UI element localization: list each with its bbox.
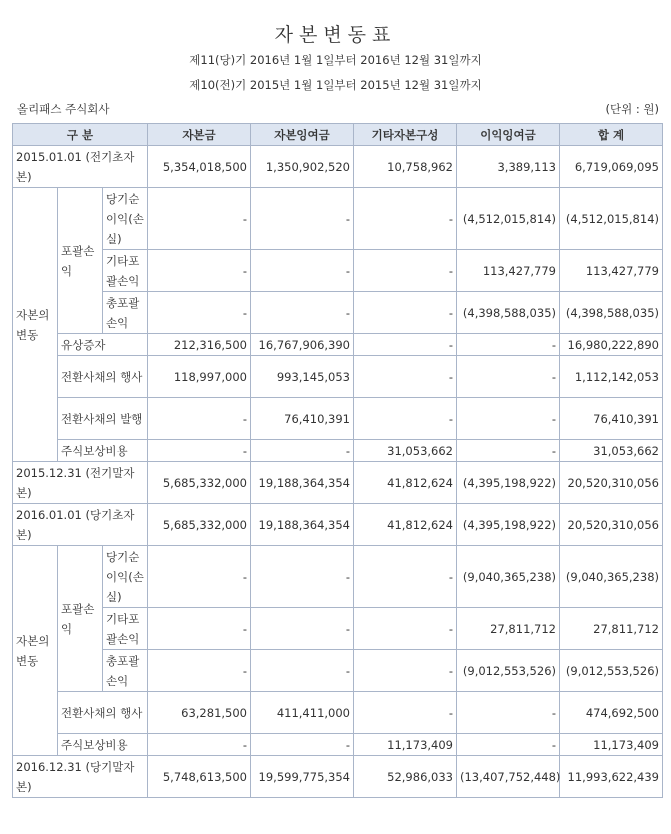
header-retained: 이익잉여금 [457,124,560,146]
cell-surplus: 411,411,000 [251,692,354,734]
cell-retained: (4,395,198,922) [457,462,560,504]
cell-total: 27,811,712 [560,608,663,650]
cell-other: 11,173,409 [354,734,457,756]
comprehensive-category: 포괄손익 [58,546,103,692]
cell-other: - [354,188,457,250]
row-label: 2015.12.31 (전기말자본) [13,462,148,504]
equity-changes-table [12,123,663,798]
cell-capital: 212,316,500 [148,334,251,356]
cell-total: 31,053,662 [560,440,663,462]
cell-capital: - [148,546,251,608]
cell-capital: - [148,440,251,462]
cell-capital: 5,748,613,500 [148,756,251,798]
cell-other: - [354,334,457,356]
cell-surplus: - [251,188,354,250]
cell-capital: - [148,188,251,250]
cell-retained: - [457,440,560,462]
change-category: 자본의 변동 [13,188,58,462]
current-period: 제11(당)기 2016년 1월 1일부터 2016년 12월 31일까지 [189,53,482,67]
cell-retained: - [457,398,560,440]
cell-total: 76,410,391 [560,398,663,440]
table-row [13,546,663,608]
cell-retained: - [457,734,560,756]
cell-retained: 3,389,113 [457,146,560,188]
cell-total: 1,112,142,053 [560,356,663,398]
header-total: 합 계 [560,124,663,146]
row-label: 전환사채의 행사 [58,356,148,398]
row-label: 주식보상비용 [58,734,148,756]
row-label: 2016.12.31 (당기말자본) [13,756,148,798]
cell-surplus: 19,188,364,354 [251,504,354,546]
cell-other: 10,758,962 [354,146,457,188]
cell-total: 113,427,779 [560,250,663,292]
cell-retained: (9,040,365,238) [457,546,560,608]
table-row [13,334,663,356]
cell-surplus: 19,599,775,354 [251,756,354,798]
cell-capital: 118,997,000 [148,356,251,398]
cell-surplus: - [251,440,354,462]
cell-capital: 63,281,500 [148,692,251,734]
header-row [13,124,663,146]
header-surplus: 자본잉여금 [251,124,354,146]
cell-capital: 5,685,332,000 [148,504,251,546]
table-row [13,692,663,734]
cell-total: 11,173,409 [560,734,663,756]
cell-other: - [354,292,457,334]
unit-label: (단위 : 원) [605,102,659,116]
cell-retained: - [457,692,560,734]
cell-capital: - [148,398,251,440]
table-row [13,292,663,334]
cell-retained: (13,407,752,448) [457,756,560,798]
cell-retained: 27,811,712 [457,608,560,650]
cell-surplus: 993,145,053 [251,356,354,398]
cell-other: - [354,250,457,292]
cell-surplus: 76,410,391 [251,398,354,440]
cell-retained: (4,398,588,035) [457,292,560,334]
cell-capital: - [148,734,251,756]
row-label: 당기순이익(손실) [103,188,148,250]
cell-surplus: 19,188,364,354 [251,462,354,504]
cell-surplus: - [251,734,354,756]
cell-total: 11,993,622,439 [560,756,663,798]
cell-other: 31,053,662 [354,440,457,462]
cell-surplus: 1,350,902,520 [251,146,354,188]
cell-other: 41,812,624 [354,504,457,546]
row-label: 총포괄손익 [103,650,148,692]
cell-retained: - [457,356,560,398]
table-row [13,146,663,188]
cell-total: 6,719,069,095 [560,146,663,188]
prior-period: 제10(전)기 2015년 1월 1일부터 2015년 12월 31일까지 [189,78,482,92]
cell-surplus: - [251,608,354,650]
company-name: 올리패스 주식회사 [17,102,110,116]
cell-total: 16,980,222,890 [560,334,663,356]
cell-retained: (9,012,553,526) [457,650,560,692]
row-label: 기타포괄손익 [103,250,148,292]
table-row [13,650,663,692]
cell-retained: 113,427,779 [457,250,560,292]
cell-other: - [354,356,457,398]
table-row [13,756,663,798]
row-label: 주식보상비용 [58,440,148,462]
header-category: 구 분 [13,124,148,146]
table-row [13,462,663,504]
cell-total: 20,520,310,056 [560,504,663,546]
header-capital: 자본금 [148,124,251,146]
cell-other: 52,986,033 [354,756,457,798]
row-label: 2015.01.01 (전기초자본) [13,146,148,188]
row-label: 전환사채의 행사 [58,692,148,734]
cell-surplus: - [251,546,354,608]
cell-total: (9,012,553,526) [560,650,663,692]
cell-total: 474,692,500 [560,692,663,734]
cell-other: - [354,650,457,692]
cell-capital: 5,354,018,500 [148,146,251,188]
cell-other: - [354,608,457,650]
table-row [13,188,663,250]
cell-capital: - [148,250,251,292]
table-row [13,398,663,440]
cell-surplus: - [251,250,354,292]
cell-capital: - [148,292,251,334]
change-category: 자본의 변동 [13,546,58,756]
cell-retained: (4,395,198,922) [457,504,560,546]
cell-total: (4,398,588,035) [560,292,663,334]
cell-surplus: - [251,292,354,334]
row-label: 유상증자 [58,334,148,356]
table-row [13,440,663,462]
cell-total: (9,040,365,238) [560,546,663,608]
cell-capital: - [148,608,251,650]
cell-retained: - [457,334,560,356]
cell-capital: 5,685,332,000 [148,462,251,504]
table-row [13,504,663,546]
row-label: 전환사채의 발행 [58,398,148,440]
cell-other: - [354,692,457,734]
cell-other: - [354,546,457,608]
table-row [13,734,663,756]
table-row [13,250,663,292]
statement-title: 자본변동표 [274,24,397,46]
cell-total: 20,520,310,056 [560,462,663,504]
cell-other: 41,812,624 [354,462,457,504]
row-label: 총포괄손익 [103,292,148,334]
table-row [13,608,663,650]
table-row [13,356,663,398]
row-label: 당기순이익(손실) [103,546,148,608]
comprehensive-category: 포괄손익 [58,188,103,334]
row-label: 2016.01.01 (당기초자본) [13,504,148,546]
cell-surplus: 16,767,906,390 [251,334,354,356]
cell-total: (4,512,015,814) [560,188,663,250]
cell-capital: - [148,650,251,692]
row-label: 기타포괄손익 [103,608,148,650]
header-other: 기타자본구성 [354,124,457,146]
cell-surplus: - [251,650,354,692]
cell-other: - [354,398,457,440]
cell-retained: (4,512,015,814) [457,188,560,250]
